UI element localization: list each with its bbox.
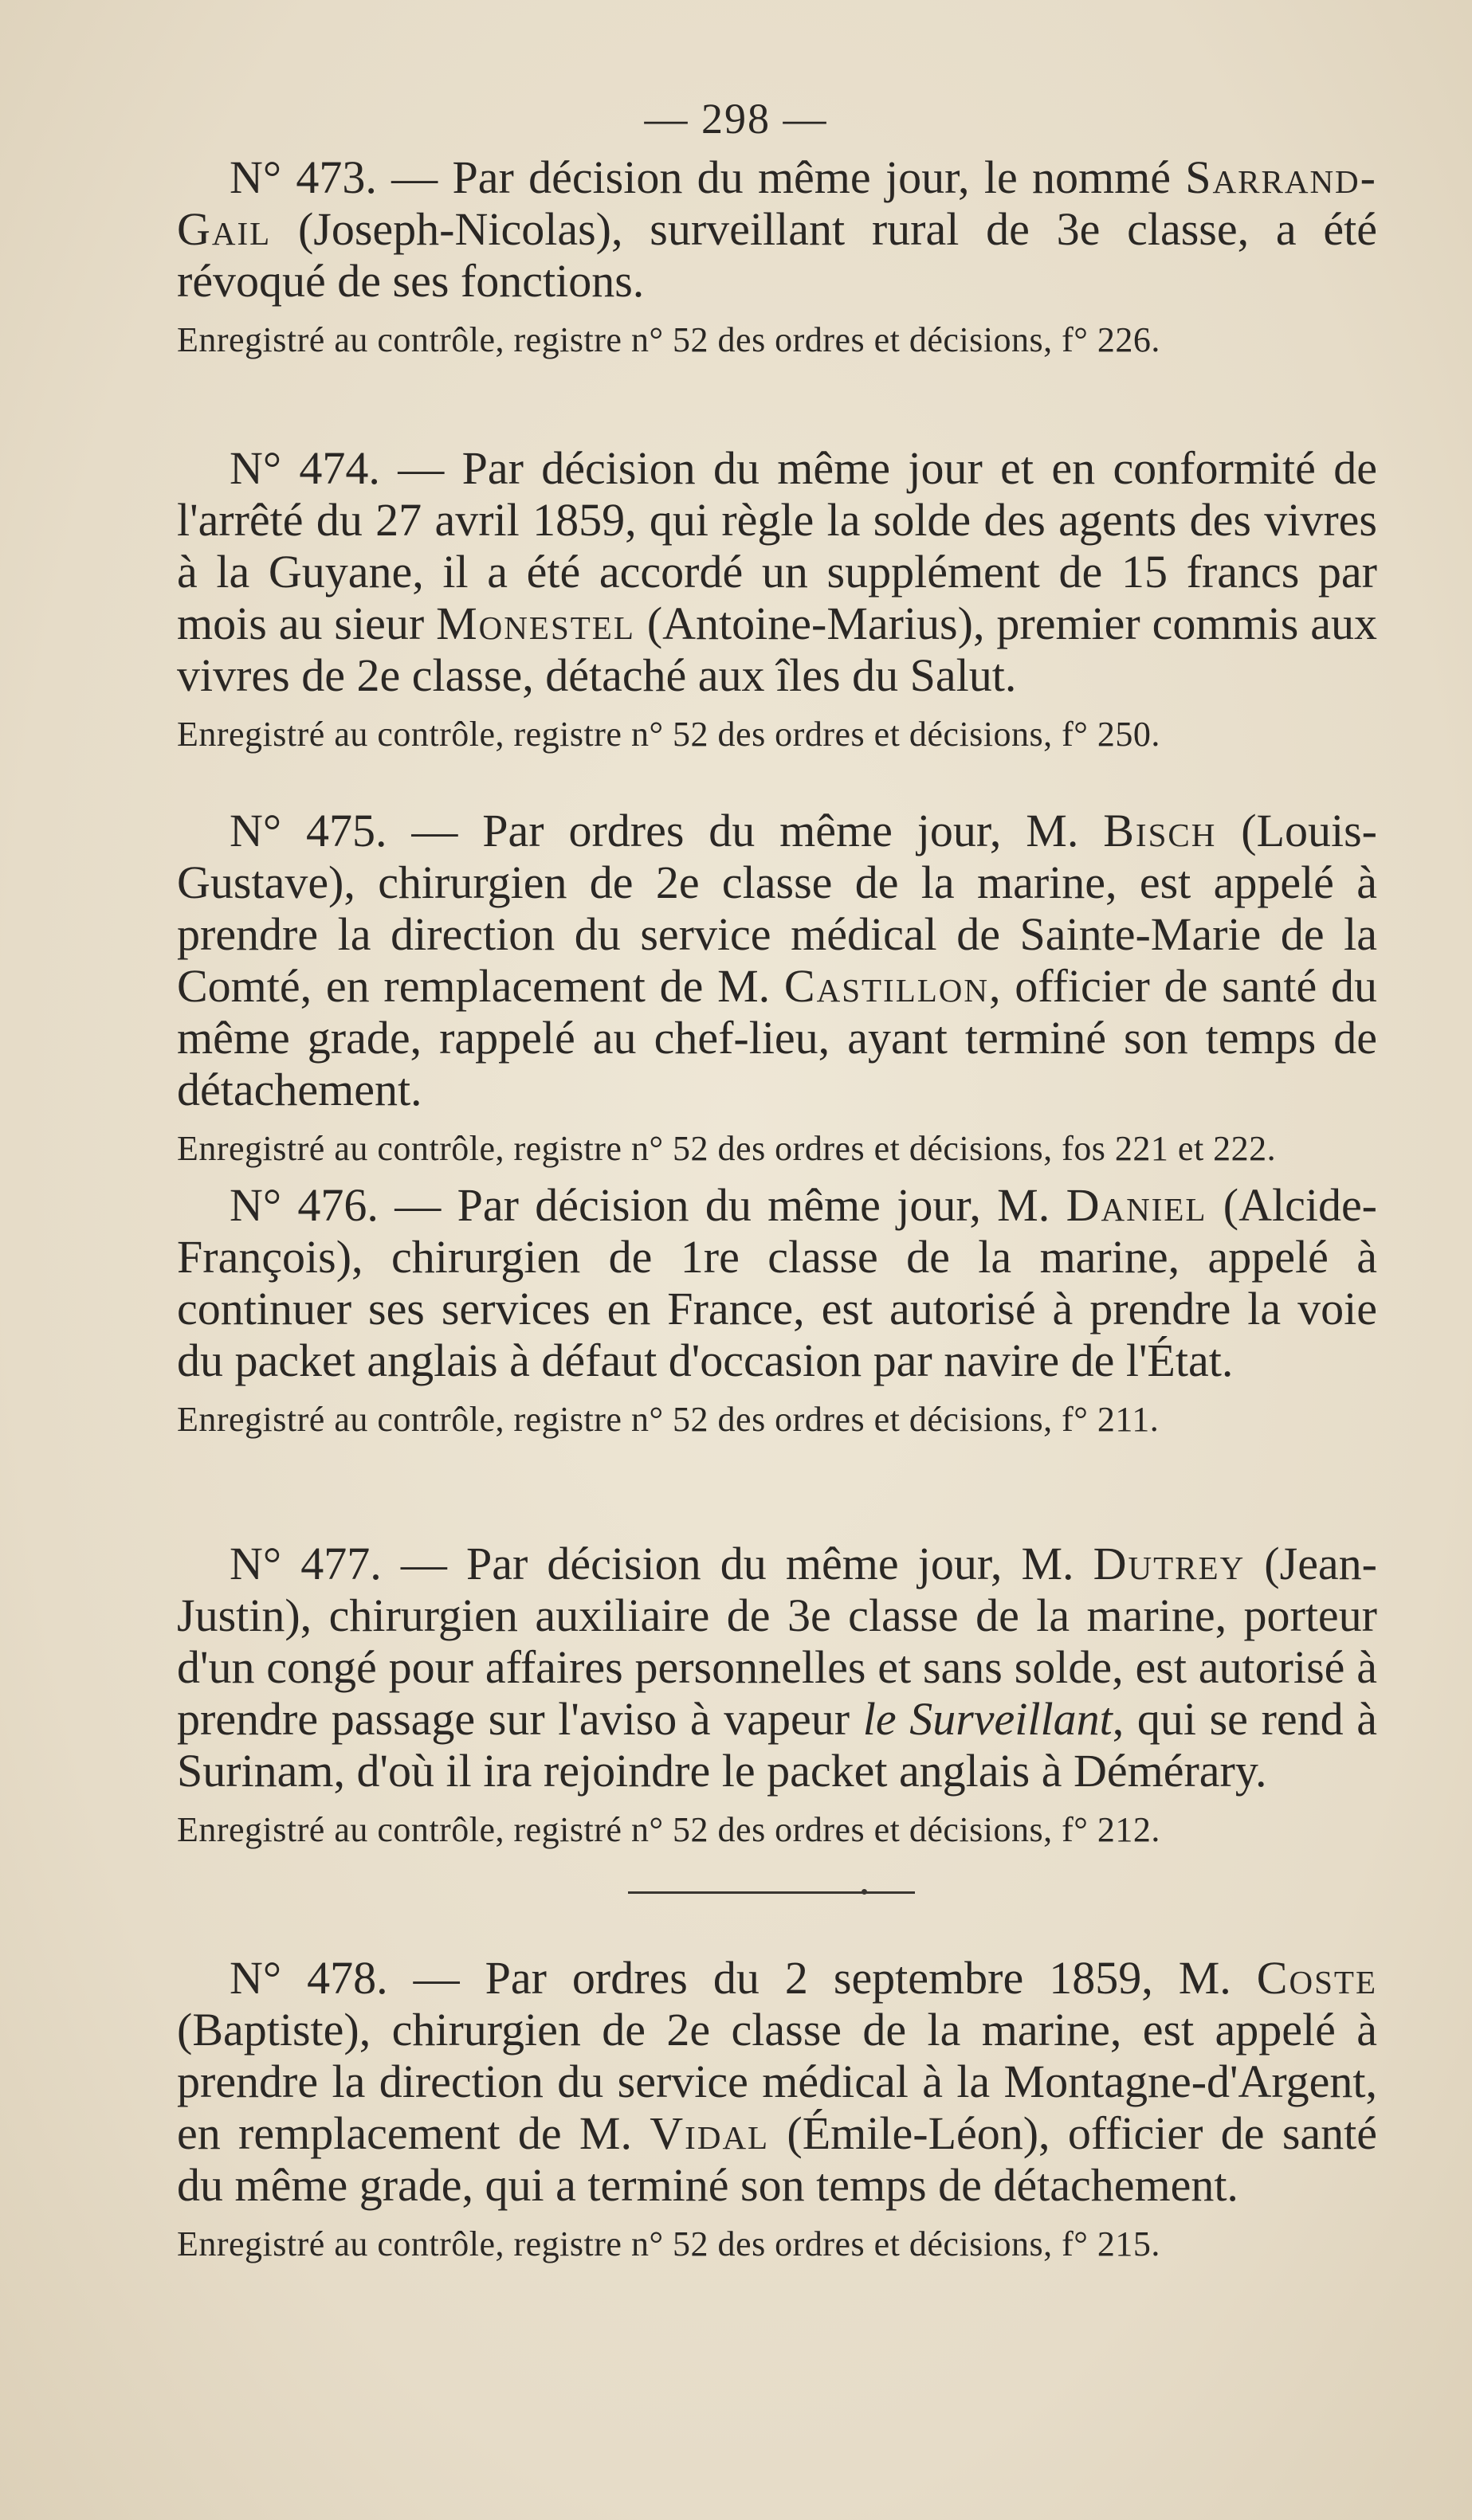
registration-note: Enregistré au contrôle, registre n° 52 des ordres et décisions, f° 226.	[177, 320, 1160, 359]
registration-note: Enregistré au contrôle, registre n° 52 des ordres et décisions, fos 221 et 222.	[177, 1129, 1277, 1168]
person-name: Coste	[1256, 1952, 1377, 2004]
entry-text: , officier de santé du même grade, rappelé au chef-lieu, ayant terminé son temps de détachement.	[177, 960, 1377, 1115]
entry-body	[177, 151, 1377, 307]
entry-text: , qui se rend à Surinam, d'où il ira rejoindre le packet anglais à Démérary.	[177, 1693, 1377, 1797]
entry-476	[177, 1179, 1377, 1442]
entry-number: N° 475.	[230, 805, 387, 856]
entry-text: — Par décision du même jour, le nommé	[376, 151, 1186, 203]
person-name: Sarrand-Gail	[177, 151, 1377, 255]
entry-478	[177, 1952, 1377, 2267]
entry-body	[177, 1179, 1377, 1386]
entry-body	[177, 1538, 1377, 1797]
entry-text: (Joseph-Nicolas), surveillant rural de 3e classe, a été révoqué de ses fonctions.	[177, 203, 1377, 307]
entry-number: N° 478.	[230, 1952, 388, 2004]
entry-text: — Par ordres du même jour, M.	[387, 805, 1104, 856]
entry-text: (Louis-Gustave), chirurgien de 2e classe de la marine, est appelé à prendre la direction du service médical de Sainte-Marie de la Comté, en remplacement de M.	[177, 805, 1377, 1012]
page-number: — 298 —	[644, 95, 828, 143]
entry-body	[177, 805, 1377, 1115]
entry-text: — Par ordres du 2 septembre 1859, M.	[387, 1952, 1257, 2004]
entry-475	[177, 805, 1377, 1171]
entry-473	[177, 151, 1377, 363]
divider-ornament	[862, 1889, 867, 1895]
entry-body	[177, 442, 1377, 701]
ship-name: le Surveillant	[862, 1693, 1113, 1745]
entry-477	[177, 1538, 1377, 1852]
entry-text: (Émile-Léon), officier de santé du même grade, qui a terminé son temps de détachement.	[177, 2107, 1378, 2211]
section-divider	[628, 1891, 915, 1894]
person-name: Daniel	[1066, 1179, 1207, 1231]
entry-body	[177, 1952, 1377, 2211]
entry-number: N° 476.	[230, 1179, 379, 1231]
entry-number: N° 474.	[230, 442, 380, 494]
entry-text: — Par décision du même jour, M.	[381, 1538, 1093, 1589]
entry-text: (Alcide-François), chirurgien de 1re classe de la marine, appelé à continuer ses services en France, est autorisé à prendre la voie du packet anglais à défaut d'occasion par navire de l'État.	[177, 1179, 1377, 1386]
registration-note: Enregistré au contrôle, registré n° 52 des ordres et décisions, f° 212.	[177, 1810, 1160, 1849]
person-name: Dutrey	[1093, 1538, 1246, 1589]
person-name: Vidal	[650, 2107, 770, 2159]
registration-note: Enregistré au contrôle, registre n° 52 des ordres et décisions, f° 215.	[177, 2224, 1160, 2263]
registration-note: Enregistré au contrôle, registre n° 52 des ordres et décisions, f° 250.	[177, 715, 1160, 754]
entry-474	[177, 442, 1377, 757]
entry-number: N° 477.	[230, 1538, 382, 1589]
registration-note: Enregistré au contrôle, registre n° 52 des ordres et décisions, f° 211.	[177, 1400, 1160, 1439]
person-name: Bisch	[1103, 805, 1217, 856]
entry-text: (Jean-Justin), chirurgien auxiliaire de 3e classe de la marine, porteur d'un congé pour affaires personnelles et sans solde, est autorisé à prendre passage sur l'aviso à vapeur	[177, 1538, 1377, 1745]
person-name: Castillon	[783, 960, 990, 1012]
entry-text: (Baptiste), chirurgien de 2e classe de la marine, est appelé à prendre la direction du service médical à la Montagne-d'Argent, en remplacement de M.	[177, 2004, 1377, 2159]
entry-number: N° 473.	[230, 151, 377, 203]
entry-text: (Antoine-Marius), premier commis aux vivres de 2e classe, détaché aux îles du Salut.	[177, 598, 1377, 701]
entry-text: — Par décision du même jour et en conformité de l'arrêté du 27 avril 1859, qui règle la solde des agents des vivres à la Guyane, il a été accordé un supplément de 15 francs par mois au sieur	[177, 442, 1377, 649]
person-name: Monestel	[436, 598, 635, 649]
entry-text: — Par décision du même jour, M.	[378, 1179, 1066, 1231]
